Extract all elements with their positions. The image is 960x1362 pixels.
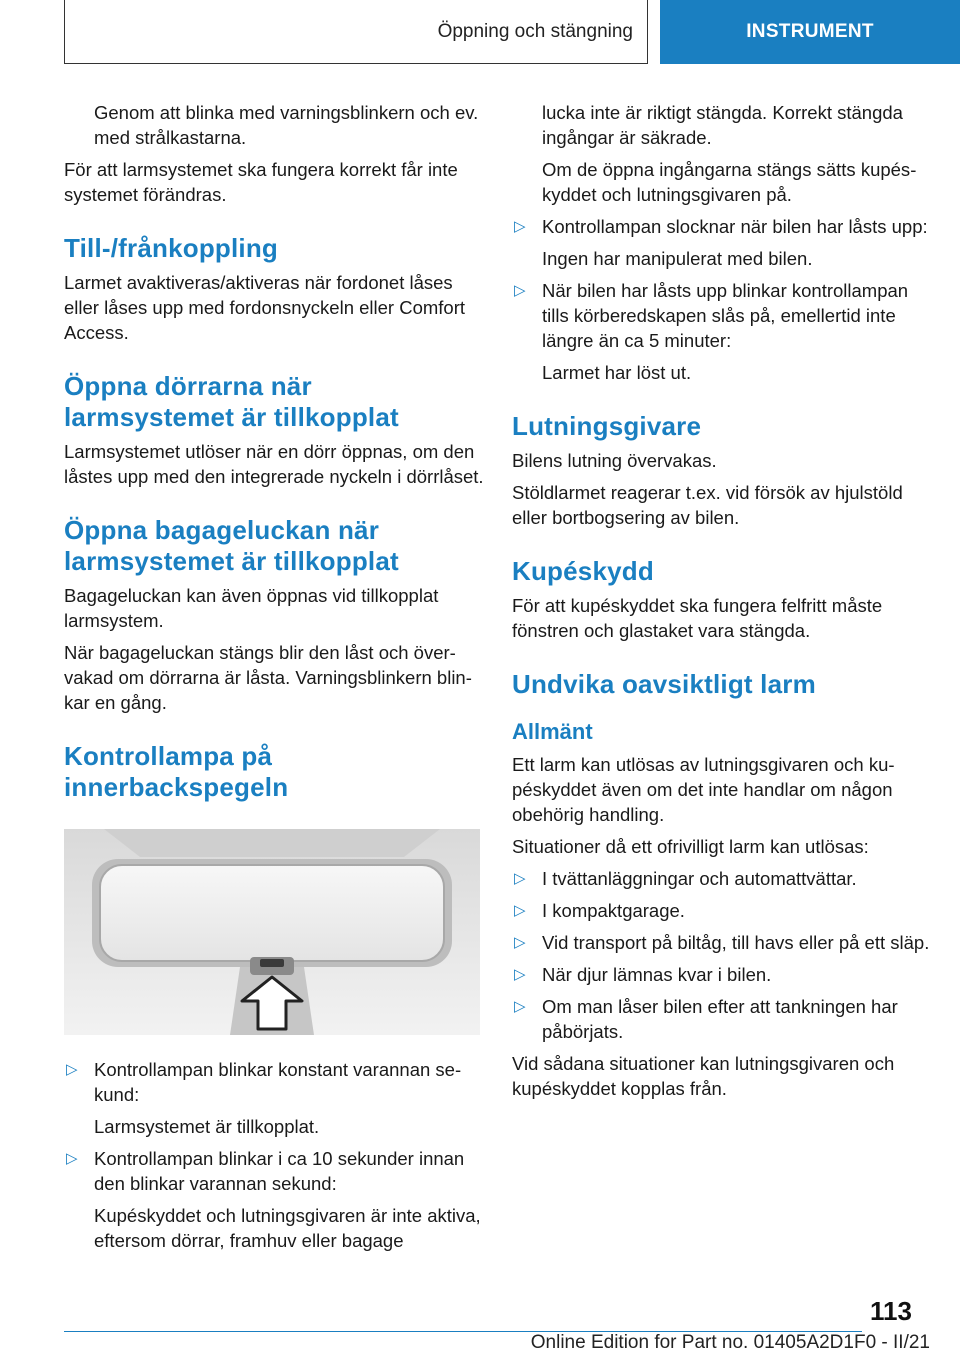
- list-item-text: Vid transport på biltåg, till havs eller på ett släp.: [542, 932, 930, 953]
- paragraph: För att kupéskyddet ska fungera felfritt måste fönstren och glastaket vara stängda.: [512, 595, 883, 641]
- heading-avoid-alarm: Undvika oavsiktligt larm: [512, 669, 816, 699]
- list-item: [512, 214, 930, 271]
- paragraph: Om de öppna ingångarna stängs sätts kupéskyddet och lutningsgivaren på.: [542, 159, 917, 205]
- list-item-text: Kontrollampan slocknar när bilen har låsts upp:: [542, 216, 928, 237]
- subheading-allmant: Allmänt: [512, 719, 593, 744]
- paragraph: Stöldlarmet reagerar t.ex. vid försök av hjulstöld eller bortbogsering av bilen.: [512, 482, 903, 528]
- section-title: Öppning och stängning: [437, 20, 633, 42]
- heading-control-lamp: Kontrollampa på innerbackspegeln: [64, 741, 289, 802]
- paragraph: Larmet avaktiveras/aktiveras när fordonet låses eller låses upp med fordonsnyckeln eller Comfort Access.: [64, 272, 466, 343]
- left-column: [64, 100, 484, 1260]
- list-item: [512, 278, 930, 385]
- paragraph: lucka inte är riktigt stängda. Korrekt stängda ingångar är säkrade.: [542, 102, 903, 148]
- list-item: [64, 1146, 484, 1253]
- paragraph: Larmsystemet utlöser när en dörr öppnas, om den låstes upp med den integrerade nyckeln i dörrlåset.: [64, 441, 484, 487]
- list-item-text: Om man låser bilen efter att tankningen har påbörjats.: [542, 996, 898, 1042]
- list-item-text: Kontrollampan blinkar i ca 10 sekunder innan den blinkar varannan sekund:: [94, 1148, 465, 1194]
- heading-kupeskydd: Kupéskydd: [512, 556, 654, 586]
- list-item-text: Kontrollampan blinkar konstant varannan sekund:: [94, 1059, 462, 1105]
- right-column: [512, 100, 930, 1108]
- paragraph: Bilens lutning övervakas.: [512, 450, 717, 471]
- list-item-text: I kompaktgarage.: [542, 900, 685, 921]
- paragraph: Genom att blinka med varningsblinkern och ev. med strålkastarna.: [94, 102, 479, 148]
- chapter-tab[interactable]: [660, 0, 960, 64]
- heading-till-frankoppling: Till-/frånkoppling: [64, 233, 278, 263]
- paragraph: För att larmsystemet ska fungera korrekt får inte systemet förändras.: [64, 159, 458, 205]
- triangle-right-icon: ▷: [514, 218, 526, 235]
- paragraph: Vid sådana situationer kan lutningsgivaren och kupéskyddet kopplas från.: [512, 1053, 895, 1099]
- triangle-right-icon: ▷: [514, 902, 526, 919]
- list-item-result: Ingen har manipulerat med bilen.: [542, 248, 813, 269]
- paragraph: När bagageluckan stängs blir den låst och övervakad om dörrarna är låsta. Varningsblinkern blinkar en gång.: [64, 642, 472, 713]
- list-item: [512, 994, 930, 1044]
- list-item: [512, 898, 930, 923]
- triangle-right-icon: ▷: [514, 282, 526, 299]
- page-number: 113: [870, 1296, 912, 1326]
- paragraph: Ett larm kan utlösas av lutningsgivaren och kupéskyddet även om det inte handlar om någon obehörig handling.: [512, 754, 895, 825]
- list-item-result: Larmsystemet är tillkopplat.: [94, 1116, 320, 1137]
- header-section-box: [64, 0, 648, 64]
- list-item: [512, 930, 930, 955]
- triangle-right-icon: ▷: [66, 1061, 78, 1078]
- heading-lutningsgivare: Lutningsgivare: [512, 411, 702, 441]
- heading-open-trunk: Öppna bagageluckan när larmsystemet är tillkopplat: [64, 515, 399, 576]
- list-item-result: Kupéskyddet och lutningsgivaren är inte aktiva, eftersom dörrar, framhuv eller bagage: [94, 1205, 481, 1251]
- edition-note: Online Edition for Part no. 01405A2D1F0 - II/21: [530, 1332, 930, 1353]
- list-item-text: När djur lämnas kvar i bilen.: [542, 964, 772, 985]
- list-item: [64, 1057, 484, 1139]
- chapter-title: INSTRUMENT: [746, 21, 874, 42]
- triangle-right-icon: ▷: [514, 934, 526, 951]
- rearview-mirror-illustration: [64, 829, 480, 1035]
- list-item-text: I tvättanläggningar och automattvättar.: [542, 868, 857, 889]
- triangle-right-icon: ▷: [66, 1150, 78, 1167]
- heading-open-doors: Öppna dörrarna när larmsystemet är tillkopplat: [64, 371, 399, 432]
- list-item-text: När bilen har låsts upp blinkar kontrollampan tills körberedskapen slås på, emellertid inte längre än ca 5 minuter:: [542, 280, 909, 351]
- triangle-right-icon: ▷: [514, 966, 526, 983]
- paragraph: Situationer då ett ofrivilligt larm kan utlösas:: [512, 836, 869, 857]
- list-item: [512, 866, 930, 891]
- triangle-right-icon: ▷: [514, 870, 526, 887]
- list-item-result: Larmet har löst ut.: [542, 362, 692, 383]
- list-item: [512, 962, 930, 987]
- paragraph: Bagageluckan kan även öppnas vid tillkopplat larmsystem.: [64, 585, 439, 631]
- triangle-right-icon: ▷: [514, 998, 526, 1015]
